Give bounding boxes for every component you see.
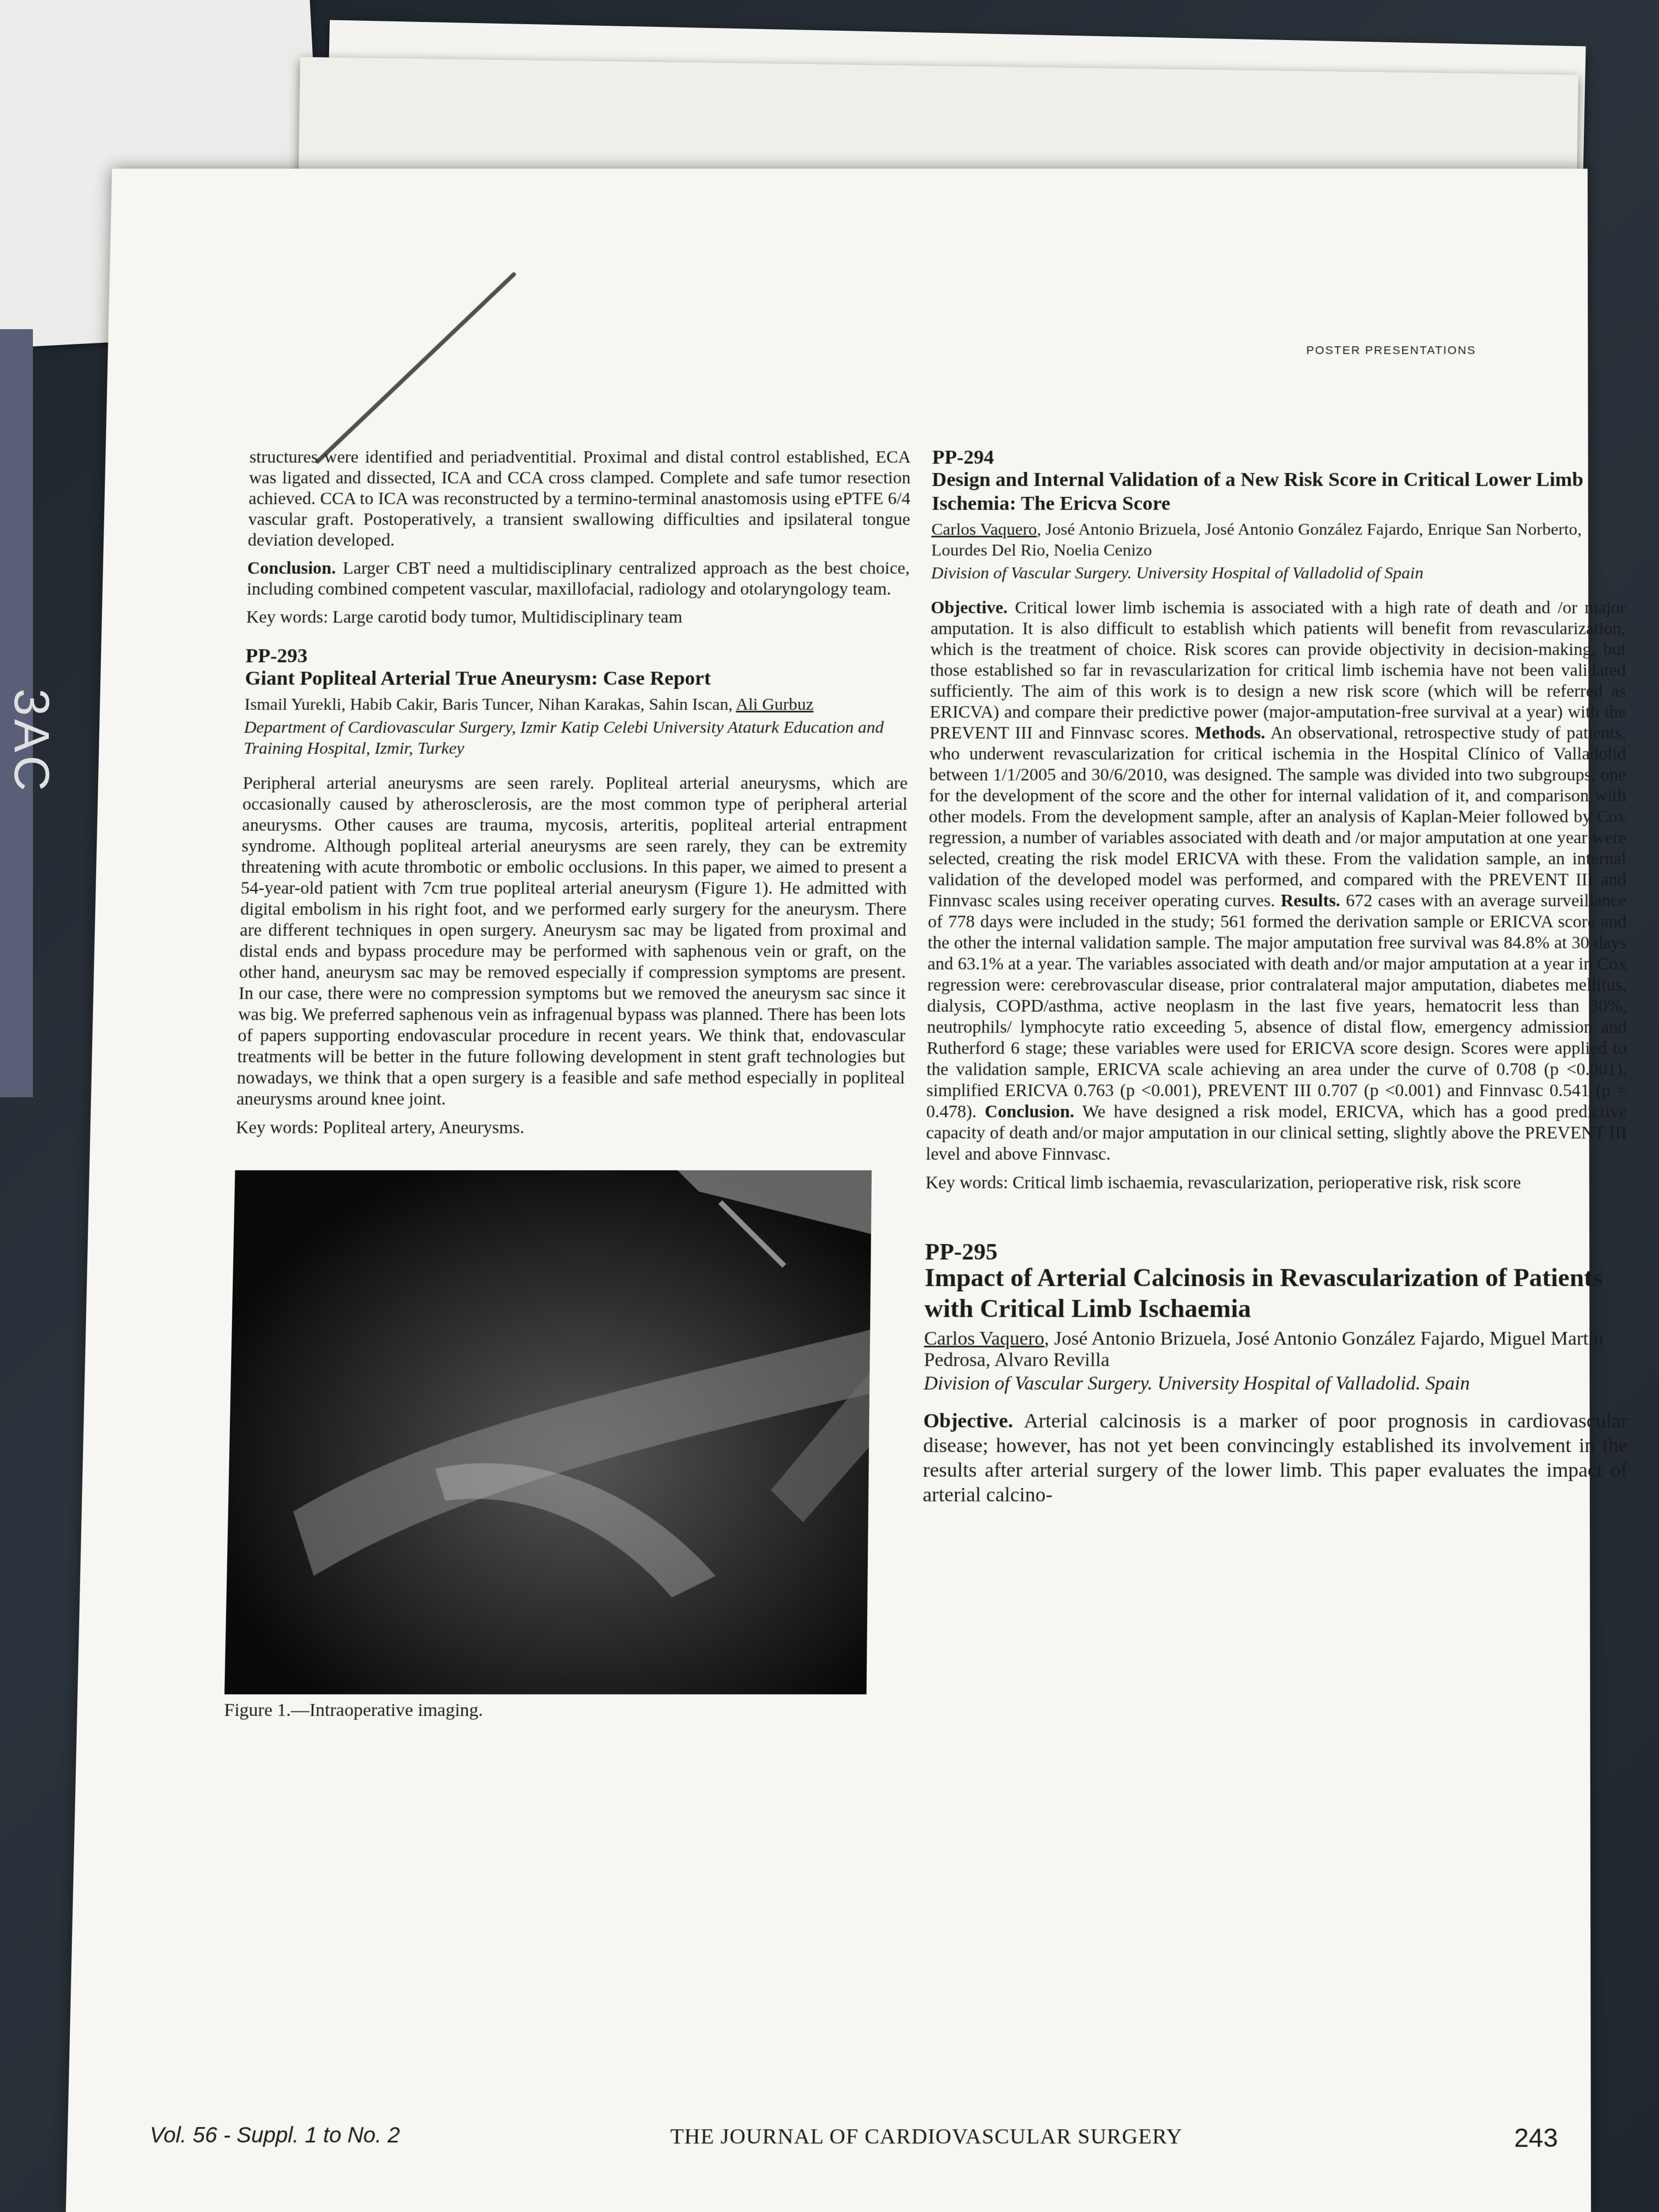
abstract-affiliation: Department of Cardiovascular Surgery, Izmir Katip Celebi University Ataturk Education and Training Hospital, Izmir, Turkey (243, 718, 884, 758)
abstract-authors (931, 518, 1626, 560)
abstract-id: PP-294 (932, 447, 995, 469)
section-label: POSTER PRESENTATIONS (1306, 343, 1476, 357)
abstract-affiliation: Division of Vascular Surgery. University Hospital of Valladolid. Spain (923, 1372, 1470, 1394)
journal-name: THE JOURNAL OF CARDIOVASCULAR SURGERY (670, 2124, 1183, 2149)
page-number: 243 (1514, 2124, 1558, 2153)
conclusion-text: We have designed a risk model, ERICVA, which has a good predictive capacity of death and/or major amputation in our clinical setting, slightly above the PREVENT III level and above Finnvasc. (926, 1102, 1627, 1164)
results-label: Results. (1280, 891, 1341, 911)
abstract-keywords: Key words: Popliteal artery, Aneurysms. (235, 1118, 525, 1138)
intraoperative-photo (224, 1170, 872, 1694)
objective-text: Arterial calcinosis is a marker of poor prognosis in cardiovascular disease; however, has not yet been convincingly established its involvement in the results after arterial surgery of the lower limb. This paper evaluates the impact of arterial calcino- (922, 1409, 1628, 1506)
journal-page (66, 169, 1628, 2212)
prev-abstract-conclusion (247, 558, 910, 600)
abstract-objective (923, 1409, 1628, 1508)
authors-text: , José Antonio Brizuela, José Antonio González Fajardo, Miguel Martín Pedrosa, Alvaro Revilla (923, 1328, 1604, 1370)
abstract-title: Impact of Arterial Calcinosis in Revascularization of Patients with Critical Limb Ischaemia (924, 1263, 1603, 1323)
objective-text: Critical lower limb ischemia is associated with a high rate of death and /or major amputation. It is also difficult to establish which patients will benefit from revascularization, which is the treatment of choice. Risk scores can provide objectivity in decision-making, but those established so far in revascularization for critical limb ischemia have not been validated sufficiently. The aim of this work is to design a new risk score (which will be referred as ERICVA) and compare their predictive power (major-amputation-free survival at a year) with the PREVENT III and Finnvasc scores. (929, 599, 1626, 743)
results-text: 672 cases with an average surveillance of 778 days were included in the study; 561 formed the derivation sample or ERICVA score and the other the internal validation sample. The major amputation free survival was 84.8% at 30 days and 63.1% at a year. The variables associated with death and/or major amputation at a year in Cox regression were: cerebrovascular disease, prior contralateral major amputation, diabetes mellitus, dialysis, COPD/asthma, active neoplasm in the last five years, hematocrit less than 30%, neutrophils/ lymphocyte ratio exceeding 5, absence of distal flow, emergency admission and Rutherford 6 stage; these variables were used for ERICVA score design. Scores were applied to the validation sample, ERICVA scale achieving an area under the curve of 0.708 (p <0.001), simplified ERICVA 0.763 (p <0.001), PREVENT III 0.707 (p <0.001) and Finnvasc 0.541 (p = 0.478). (926, 891, 1627, 1122)
abstract-authors (924, 1328, 1628, 1370)
pen-mark (315, 272, 517, 465)
abstract-body: Peripheral arterial aneurysms are seen rarely. Popliteal arterial aneurysms, which are occasionally caused by atherosclerosis, are the most common type of peripheral arterial aneurysms. Other causes are trauma, mycosis, arteritis, popliteal arterial entrapment syndrome. Although popliteal arterial aneurysms are seen rarely, they can be extremity threatening with acute thrombotic or embolic occlusions. In this paper, we aimed to present a 54-year-old patient with 7cm true popliteal arterial aneurysm (Figure 1). He admitted with digital embolism in his right foot, and we performed early surgery for the aneurysm. There are different techniques in open surgery. Aneurysm sac may be ligated from proximal and distal ends and bypass procedure may be performed with saphenous vein or graft, on the other hand, aneurysm sac may be removed especially if compression symptoms are present. In our case, there were no compression symptoms but we removed the aneurysm sac since it was big. We preferred saphenous vein as infragenual bypass was planned. There has been lots of papers supporting endovascular procedure in recent years. We think that, endovascular treatments will be better in the future following development in stent graft technologies but nowadays, we think that a open surgery is a feasible and safe method especially in popliteal aneurysms around knee joint. (236, 774, 908, 1109)
abstract-id: PP-293 (245, 645, 308, 667)
abstract-id: PP-295 (924, 1239, 998, 1265)
abstract-keywords: Key words: Critical limb ischaemia, revascularization, perioperative risk, risk score (925, 1173, 1521, 1193)
right-column (923, 447, 1628, 1515)
authors-text: Ismail Yurekli, Habib Cakir, Baris Tuncer, Nihan Karakas, Sahin Iscan, (244, 695, 733, 714)
abstract-objective (926, 597, 1627, 1165)
spine-text: 3AC (4, 688, 59, 795)
prev-abstract-keywords: Key words: Large carotid body tumor, Multidisciplinary team (246, 608, 682, 627)
conclusion-label: Conclusion. (985, 1102, 1075, 1122)
prev-abstract-body: structures were identified and periadventitial. Proximal and distal control established, ECA was ligated and dissected, ICA and CCA cross clamped. Complete and safe tumor resection achieved. CCA to ICA was reconstructed by a termino-terminal anastomosis using ePTFE 6/4 vascular graft. Postoperatively, a transient swallowing difficulties and ipsilateral tongue deviation developed. (247, 448, 911, 550)
abstract-title: Design and Internal Validation of a New Risk Score in Critical Lower Limb Ischemia: The Ericva Score (932, 469, 1584, 515)
objective-label: Objective. (930, 599, 1008, 618)
conclusion-label: Conclusion. (247, 559, 336, 578)
objective-label: Objective. (923, 1409, 1013, 1432)
presenting-author: Carlos Vaquero (931, 520, 1037, 539)
conclusion-text: Larger CBT need a multidisciplinary centralized approach as the best choice, including combined competent vascular, maxillofacial, radiology and otolaryngology team. (246, 559, 910, 599)
methods-label: Methods. (1195, 724, 1266, 743)
figure-caption: Figure 1.—Intraoperative imaging. (224, 1700, 483, 1720)
authors-text: , José Antonio Brizuela, José Antonio González Fajardo, Enrique San Norberto, Lourdes Del Rio, Noelia Cenizo (931, 520, 1582, 560)
abstract-authors (244, 693, 909, 714)
methods-text: An observational, retrospective study of patients, who underwent revascularization for critical ischemia in the Hospital Clínico of Valladolid between 1/1/2005 and 30/6/2010, was designed. The sample was divided into two subgroups, one for the development of the score and the other for internal validation of it, and comparison with other models. From the development sample, after an analysis of Kaplan-Meier followed by Cox regression, a number of variables associated with death and /or major amputation at one year were selected, creating the risk model ERICVA with these. From the validation sample, an internal validation of the developed model was performed, and compared with the PREVENT III and Finnvasc scales using receiver operating curves. (928, 724, 1627, 911)
presenting-author: Carlos Vaquero (924, 1328, 1045, 1349)
left-column (224, 447, 911, 1722)
abstract-title: Giant Popliteal Arterial True Aneurysm: Case Report (245, 667, 712, 690)
abstract-affiliation: Division of Vascular Surgery. University Hospital of Valladolid of Spain (930, 563, 1424, 582)
volume-info: Vol. 56 - Suppl. 1 to No. 2 (149, 2123, 400, 2148)
presenting-author: Ali Gurbuz (736, 695, 814, 714)
